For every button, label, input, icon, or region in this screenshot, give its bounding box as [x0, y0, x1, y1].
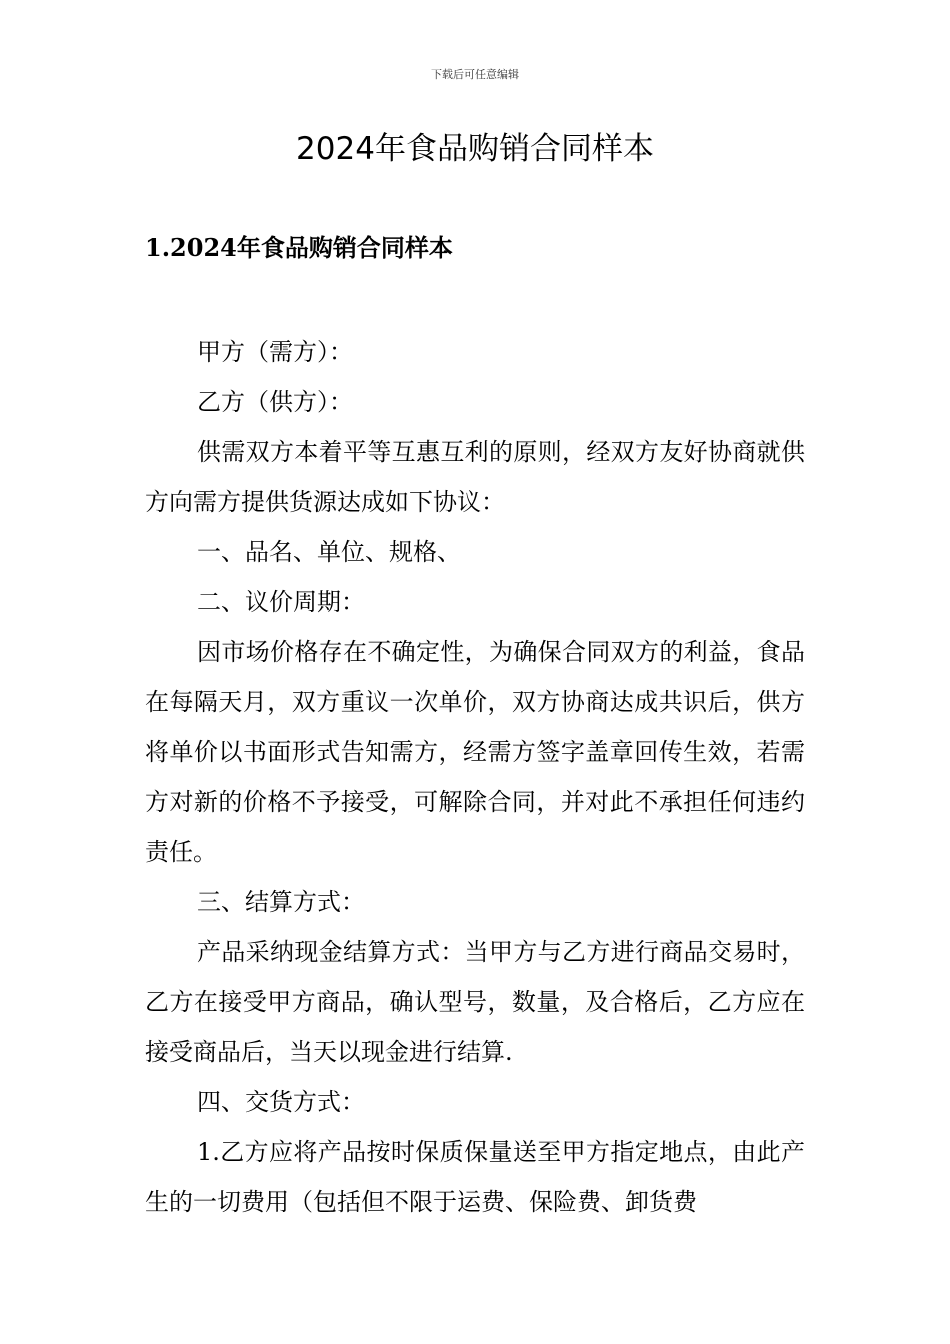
document-title: 2024年食品购销合同样本 — [296, 131, 654, 167]
section-heading: 1.2024年食品购销合同样本 — [145, 233, 453, 262]
preamble-paragraph: 供需双方本着平等互惠互利的原则，经双方友好协商就供方向需方提供货源达成如下协议： — [145, 438, 805, 516]
clause-four-item-one: 1.乙方应将产品按时保质保量送至甲方指定地点，由此产生的一切费用（包括但不限于运费、保险费、卸货费 — [145, 1138, 805, 1216]
party-b-line: 乙方（供方）： — [197, 388, 353, 416]
contract-body — [145, 327, 805, 1227]
clause-three-heading: 三、结算方式： — [197, 888, 365, 916]
clause-one-heading: 一、品名、单位、规格、 — [197, 538, 461, 566]
clause-two-paragraph: 因市场价格存在不确定性，为确保合同双方的利益，食品在每隔天月，双方重议一次单价，双方协商达成共识后，供方将单价以书面形式告知需方，经需方签字盖章回传生效，若需方对新的价格不予接受，可解除合同，并对此不承担任何违约责任。 — [145, 638, 805, 866]
clause-three-paragraph: 产品采纳现金结算方式：当甲方与乙方进行商品交易时，乙方在接受甲方商品，确认型号，数量，及合格后，乙方应在接受商品后，当天以现金进行结算. — [145, 938, 805, 1066]
clause-two-heading: 二、议价周期： — [197, 588, 365, 616]
party-a-line: 甲方（需方）： — [197, 338, 353, 366]
header-note: 下载后可任意编辑 — [431, 68, 519, 81]
clause-four-heading: 四、交货方式： — [197, 1088, 365, 1116]
